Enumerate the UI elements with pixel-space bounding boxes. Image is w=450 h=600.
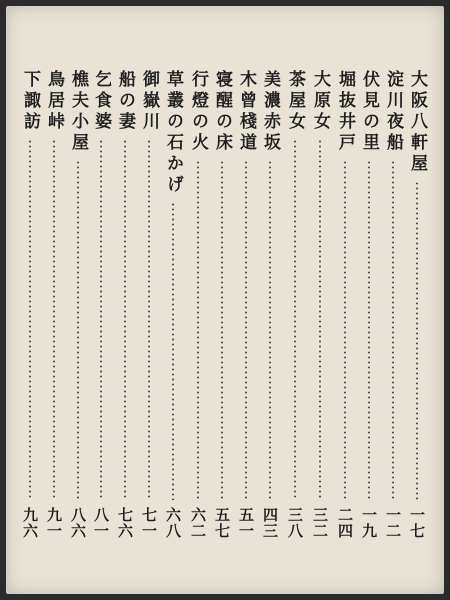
toc-entry-title: 御嶽川 xyxy=(139,70,159,133)
toc-entry-page: 四三 xyxy=(261,507,279,539)
leader-dots xyxy=(245,160,247,500)
toc-entry xyxy=(91,70,111,540)
leader-dots xyxy=(392,160,394,500)
toc-entry-title: 寝醒の床 xyxy=(212,70,232,154)
leader-dots xyxy=(269,160,271,500)
toc-entry-page: 九六 xyxy=(21,507,39,539)
leader-dots xyxy=(197,160,199,500)
leader-dots xyxy=(77,160,79,500)
leader-dots xyxy=(368,160,370,500)
toc-entry-page: 六二 xyxy=(189,507,207,539)
toc-entry-page: 二四 xyxy=(336,507,354,539)
leader-dots xyxy=(53,139,55,500)
toc-entry-page: 一九 xyxy=(360,507,378,539)
toc-entry-title: 草叢の石かげ xyxy=(163,70,183,196)
toc-entry-title: 行燈の火 xyxy=(188,70,208,154)
toc-entry xyxy=(139,70,159,540)
toc-entry-title: 美濃赤坂 xyxy=(260,70,280,154)
leader-dots xyxy=(148,139,150,500)
toc-entry xyxy=(335,70,355,540)
toc-entry-title: 鳥居峠 xyxy=(44,70,64,133)
leader-dots xyxy=(172,202,174,500)
toc-entry-title: 伏見の里 xyxy=(359,70,379,154)
toc-entry-page: 六八 xyxy=(164,507,182,539)
toc-entry-title: 下諏訪 xyxy=(20,70,40,133)
toc-entry-title: 大阪八軒屋 xyxy=(407,70,427,175)
book-page xyxy=(6,6,444,594)
toc-entry-page: 一七 xyxy=(408,507,426,539)
toc-entry xyxy=(188,70,208,540)
toc-entry-title: 木曾棧道 xyxy=(236,70,256,154)
leader-dots xyxy=(344,160,346,500)
toc-entry-title: 堀抜井戸 xyxy=(335,70,355,154)
leader-dots xyxy=(294,139,296,500)
leader-dots xyxy=(29,139,31,500)
toc-entry-page: 五一 xyxy=(237,507,255,539)
toc-entry xyxy=(44,70,64,540)
toc-entry xyxy=(163,70,183,540)
toc-entry xyxy=(115,70,135,540)
toc-entry xyxy=(236,70,256,540)
toc-entry xyxy=(20,70,40,540)
toc-entry-page: 五七 xyxy=(213,507,231,539)
toc-entry-page: 一二 xyxy=(384,507,402,539)
toc-entry-title: 茶屋女 xyxy=(285,70,305,133)
toc-entry xyxy=(359,70,379,540)
leader-dots xyxy=(416,181,418,500)
toc-entry-page: 七一 xyxy=(140,507,158,539)
leader-dots xyxy=(221,160,223,500)
toc-entry-page: 八六 xyxy=(69,507,87,539)
toc-entry-page: 三二 xyxy=(311,507,329,539)
leader-dots xyxy=(100,139,102,500)
toc-entry-page: 九一 xyxy=(45,507,63,539)
toc-entry xyxy=(310,70,330,540)
toc-entry-title: 淀川夜船 xyxy=(383,70,403,154)
toc-entry xyxy=(285,70,305,540)
toc-entry-title: 船の妻 xyxy=(115,70,135,133)
toc-entry xyxy=(68,70,88,540)
leader-dots xyxy=(124,139,126,500)
table-of-contents xyxy=(6,6,444,594)
toc-entry xyxy=(260,70,280,540)
toc-entry-title: 樵夫小屋 xyxy=(68,70,88,154)
leader-dots xyxy=(319,139,321,500)
toc-entry-page: 七六 xyxy=(116,507,134,539)
toc-entry xyxy=(407,70,427,540)
toc-entry-page: 八一 xyxy=(92,507,110,539)
toc-entry-page: 三八 xyxy=(286,507,304,539)
toc-entry xyxy=(383,70,403,540)
toc-entry-title: 大原女 xyxy=(310,70,330,133)
toc-entry-title: 乞食婆 xyxy=(91,70,111,133)
toc-entry xyxy=(212,70,232,540)
